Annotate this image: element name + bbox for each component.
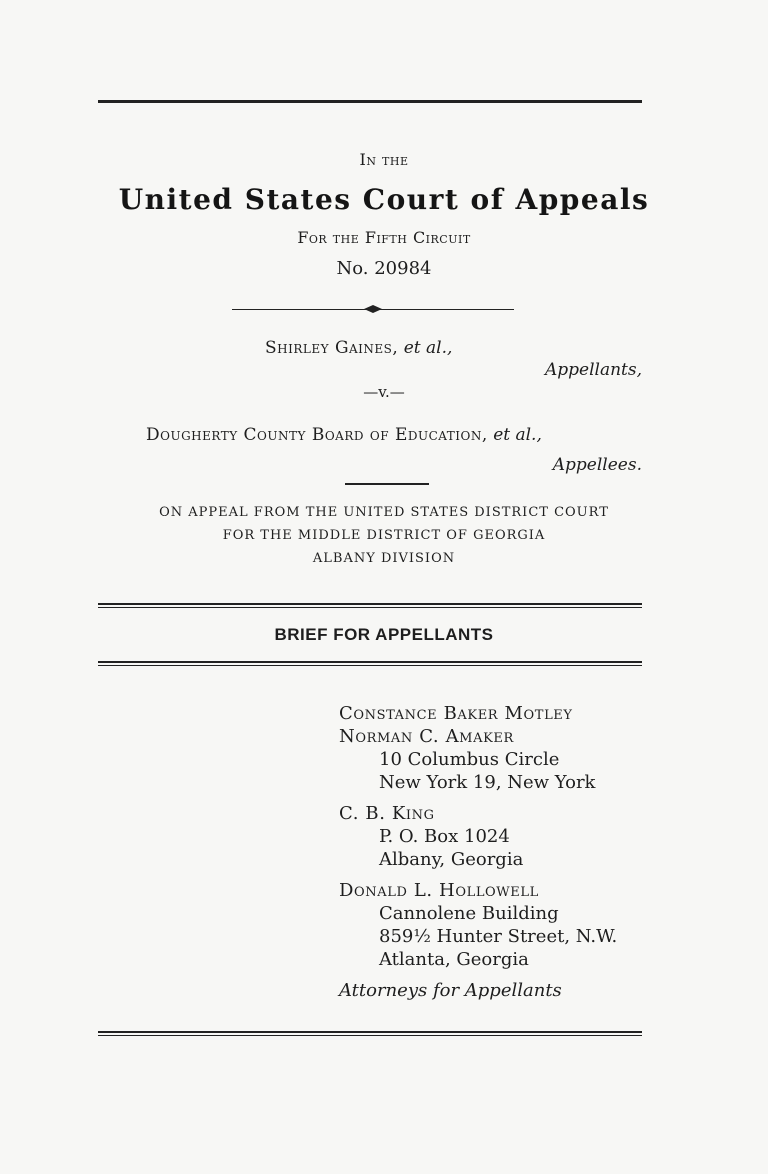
title-rule-top	[98, 603, 642, 608]
brief-title: BRIEF FOR APPELLANTS	[274, 625, 494, 644]
circuit-label: For the Fifth Circuit	[297, 228, 471, 247]
address-line: 859½ Hunter Street, N.W.	[379, 926, 618, 947]
attorney-name: Norman C. Amaker	[339, 726, 514, 747]
appeal-line-2: FOR THE MIDDLE DISTRICT OF GEORGIA	[222, 528, 546, 543]
appellant-name: Shirley Gaines,	[265, 338, 399, 358]
ornamental-divider	[232, 304, 514, 316]
appeal-line-3: ALBANY DIVISION	[312, 551, 456, 566]
appellee-line	[146, 425, 542, 445]
bottom-rule	[98, 1031, 642, 1036]
versus-label: —v.—	[363, 383, 405, 401]
docket-number: No. 20984	[336, 258, 432, 279]
in-the-label: In the	[359, 150, 409, 169]
address-line: New York 19, New York	[379, 772, 596, 793]
counsel-role: Attorneys for Appellants	[339, 980, 562, 1001]
appellant-etal: et al.,	[403, 338, 453, 358]
appellee-role: Appellees.	[552, 455, 642, 475]
appellee-name: Dougherty County Board of Education,	[146, 425, 488, 445]
short-divider	[345, 483, 429, 485]
title-rule-bottom	[98, 661, 642, 666]
diamond-ornament-icon	[364, 305, 382, 313]
address-line: Albany, Georgia	[379, 849, 524, 870]
address-line: Atlanta, Georgia	[379, 949, 529, 970]
appellant-role: Appellants,	[544, 360, 642, 380]
attorney-name: Constance Baker Motley	[339, 703, 573, 724]
top-rule	[98, 100, 642, 103]
court-name: United States Court of Appeals	[118, 183, 650, 216]
address-line: Cannolene Building	[379, 903, 559, 924]
appellant-line	[265, 338, 452, 358]
attorney-name: Donald L. Hollowell	[339, 880, 539, 901]
address-line: P. O. Box 1024	[379, 826, 510, 847]
address-line: 10 Columbus Circle	[379, 749, 560, 770]
counsel-block	[339, 702, 617, 1002]
appeal-line-1: ON APPEAL FROM THE UNITED STATES DISTRICT COURT	[159, 505, 609, 520]
attorney-name: C. B. King	[339, 803, 435, 824]
appellee-etal: et al.,	[493, 425, 542, 445]
